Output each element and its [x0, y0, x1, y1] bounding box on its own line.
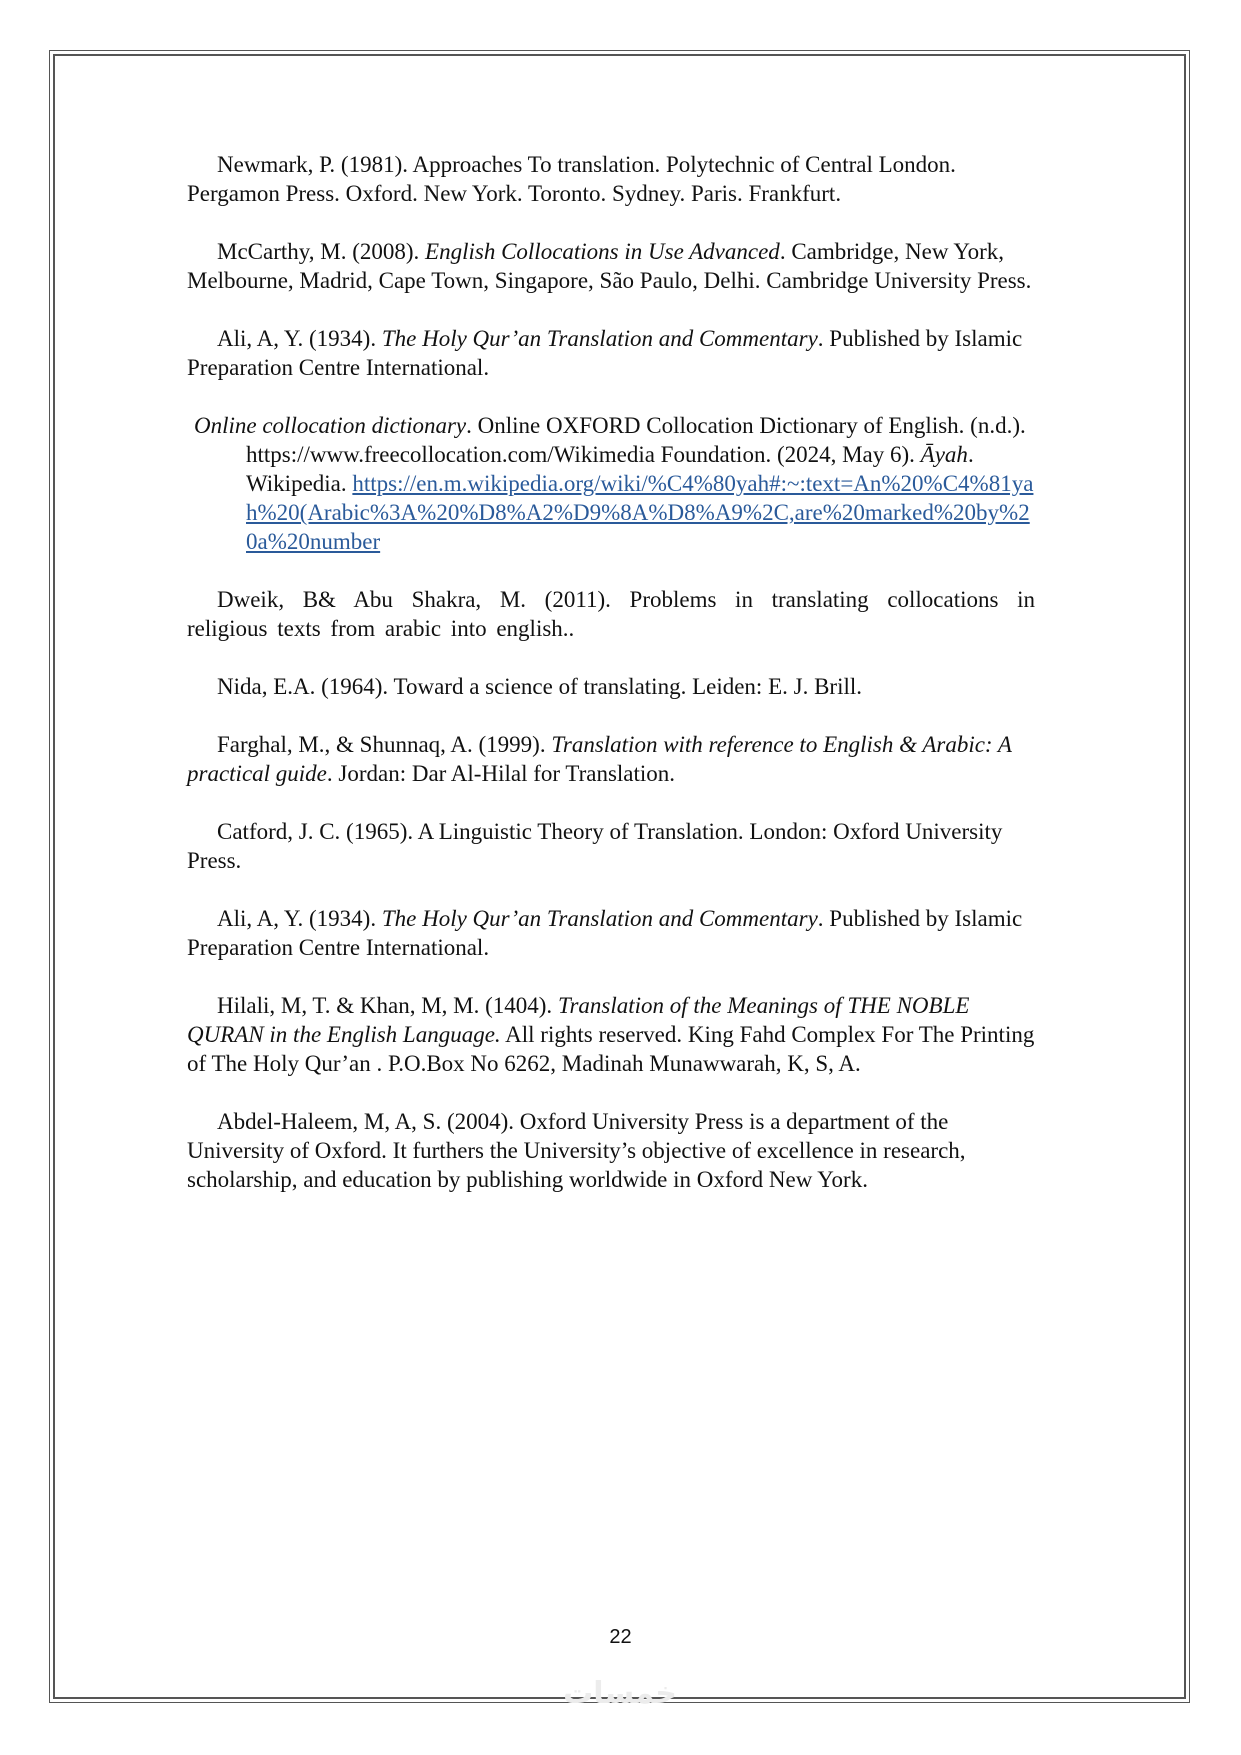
- reference-title-ayah: Āyah: [920, 442, 968, 467]
- reference-dweik: [187, 585, 1035, 643]
- reference-title: The Holy Qur’an Translation and Commentary: [381, 326, 818, 351]
- reference-text: Nida, E.A. (1964). Toward a science of translating. Leiden: E. J. Brill.: [217, 674, 862, 699]
- reference-author: Hilali, M, T. & Khan, M, M. (1404).: [217, 993, 558, 1018]
- reference-publisher: . Cambridge, New York, Melbourne, Madrid, Cape Town, Singapore, São Paulo, Delhi. Cambridge University Press.: [187, 239, 1032, 293]
- reference-details: . Online OXFORD Collocation Dictionary of English. (n.d.). https://www.freecollocation.com/Wikimedia Foundation. (2024, May 6).: [246, 413, 1026, 467]
- reference-text: Newmark, P. (1981). Approaches To translation. Polytechnic of Central London. Pergamon Press. Oxford. New York. Toronto. Sydney. Paris. Frankfurt.: [187, 152, 956, 206]
- reference-author: Ali, A, Y. (1934).: [217, 326, 382, 351]
- reference-online-dictionary: [187, 411, 1035, 556]
- reference-text: Abdel-Haleem, M, A, S. (2004). Oxford University Press is a department of the University of Oxford. It furthers the University’s objective of excellence in research, scholarship, and education by publishing worldwide in Oxford New York.: [187, 1109, 966, 1192]
- reference-abdel-haleem: [187, 1107, 1035, 1194]
- reference-author: McCarthy, M. (2008).: [217, 239, 426, 264]
- reference-title: The Holy Qur’an Translation and Commentary: [381, 906, 818, 931]
- reference-farghal: [187, 730, 1035, 788]
- reference-publisher: . Published by Islamic Preparation Centre International.: [187, 906, 1023, 960]
- reference-title: Online collocation dictionary: [194, 413, 467, 438]
- page-number: 22: [609, 1626, 632, 1648]
- reference-author: Farghal, M., & Shunnaq, A. (1999).: [217, 732, 552, 757]
- reference-text: Dweik, B& Abu Shakra, M. (2011). Problems in translating collocations in religious texts from arabic into english..: [187, 587, 1035, 641]
- reference-newmark: [187, 150, 1035, 208]
- reference-hilali: [187, 991, 1035, 1078]
- reference-catford: [187, 817, 1035, 875]
- reference-text: Catford, J. C. (1965). A Linguistic Theory of Translation. London: Oxford University Press.: [187, 819, 1003, 873]
- reference-title: English Collocations in Use Advanced: [425, 239, 780, 264]
- reference-title: Translation of the Meanings of THE NOBLE QURAN in the English Language.: [187, 993, 970, 1047]
- reference-mccarthy: [187, 237, 1035, 295]
- reference-nida: [187, 672, 1035, 701]
- watermark-logo: خمسات: [563, 1676, 677, 1711]
- reference-ali-2: [187, 904, 1035, 962]
- reference-publisher: . Jordan: Dar Al-Hilal for Translation.: [326, 761, 676, 786]
- reference-author: Ali, A, Y. (1934).: [217, 906, 382, 931]
- reference-list: [187, 150, 1035, 1223]
- reference-publisher: All rights reserved. King Fahd Complex For The Printing of The Holy Qur’an . P.O.Box No 6262, Madinah Munawwarah, K, S, A.: [187, 1022, 1035, 1076]
- reference-title: Translation with reference to English & Arabic: A practical guide: [187, 732, 1012, 786]
- reference-publisher: . Published by Islamic Preparation Centre International.: [187, 326, 1023, 380]
- reference-ali-1: [187, 324, 1035, 382]
- wikipedia-link[interactable]: https://en.m.wikipedia.org/wiki/%C4%80yah#:~:text=An%20%C4%81yah%20(Arabic%3A%20%D8%A2%D9%8A%D8%A9%2C,are%20marked%20by%20a%20number: [246, 471, 1034, 554]
- reference-source: . Wikipedia.: [246, 442, 974, 496]
